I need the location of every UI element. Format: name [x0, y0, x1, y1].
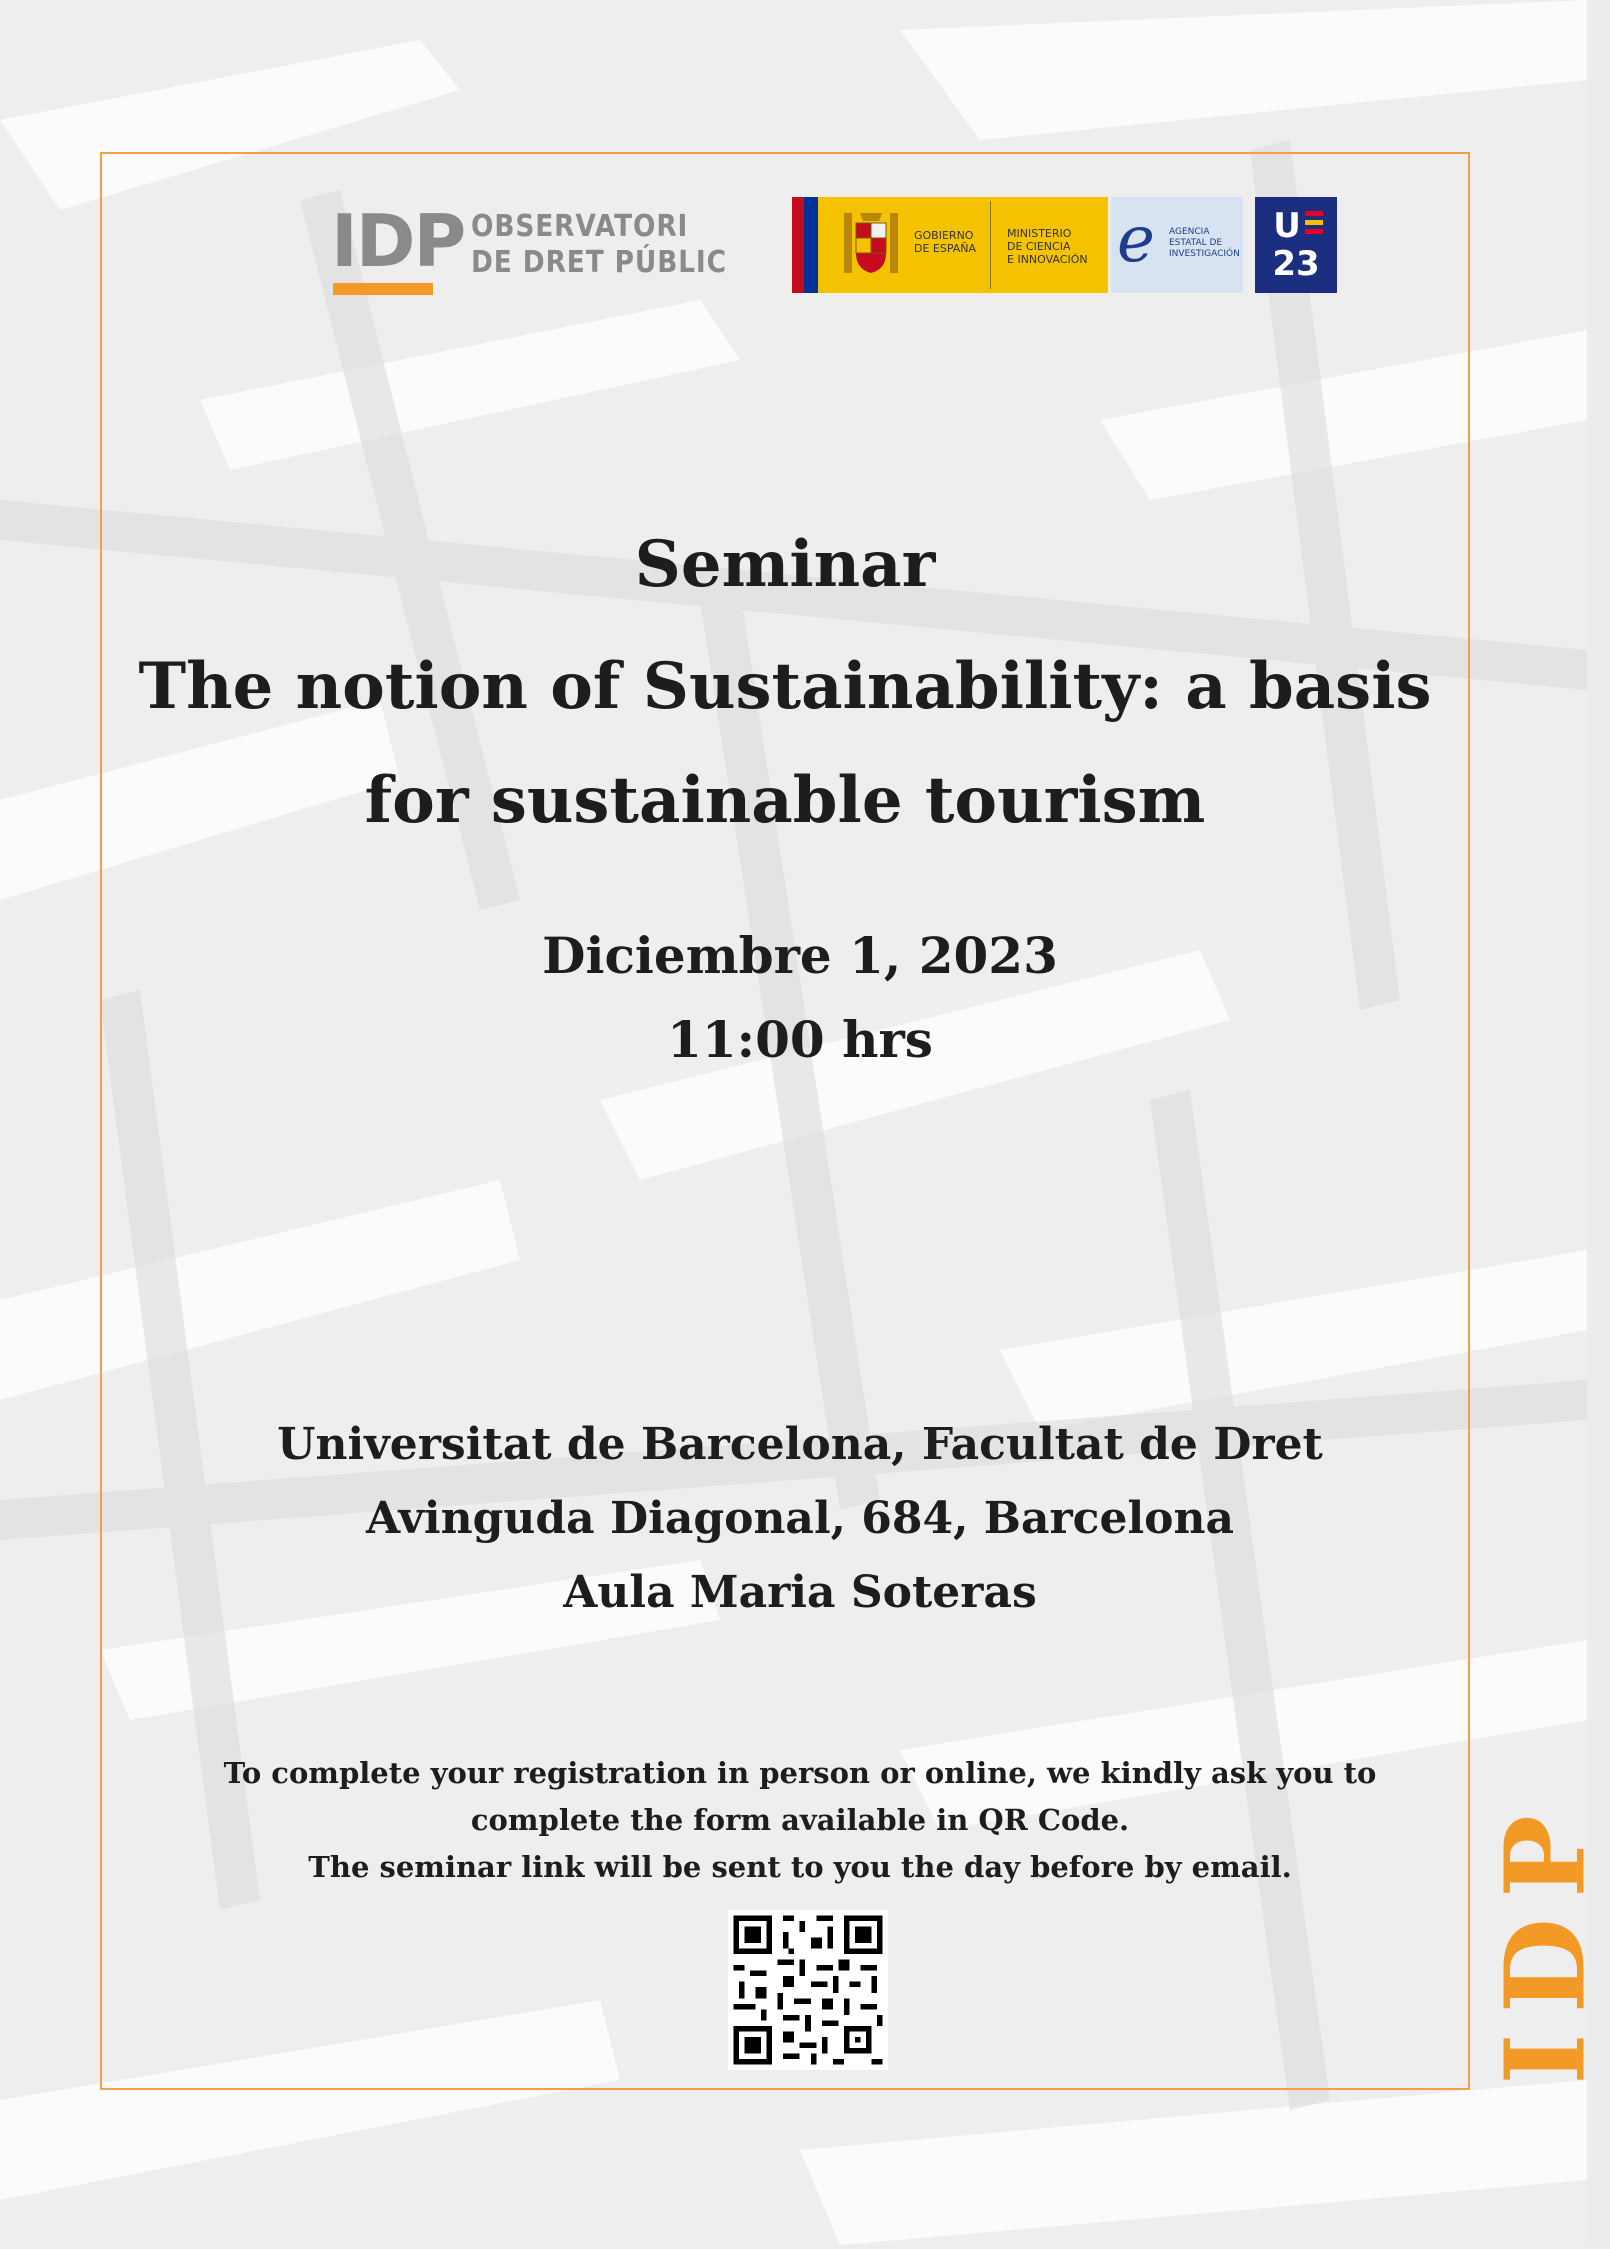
- event-time: 11:00 hrs: [667, 1010, 933, 1069]
- idp-logo-underline: [333, 283, 433, 295]
- ue23-logo-letter: U: [1273, 206, 1301, 246]
- coat-of-arms-icon: [840, 209, 902, 281]
- seminar-kicker: Seminar: [634, 527, 936, 602]
- seminar-title: [100, 630, 1470, 858]
- side-idp-text: IDP: [1480, 1795, 1610, 2085]
- ue23-logo-number: 23: [1272, 244, 1320, 284]
- funding-logos: [792, 197, 1337, 293]
- logo-divider: [990, 201, 991, 289]
- flag-stripe-red: [792, 197, 804, 293]
- eu-flag-stripe: [804, 197, 818, 293]
- registration-line-3: The seminar link will be sent to you the day before by email.: [308, 1850, 1292, 1884]
- title-line-2: for sustainable tourism: [364, 763, 1206, 838]
- idp-subtitle-line1: OBSERVATORI: [471, 209, 689, 244]
- side-idp-watermark: [1480, 1780, 1610, 2100]
- registration-qr-code[interactable]: [728, 1910, 888, 2070]
- venue-line-3: Aula Maria Soteras: [563, 1567, 1037, 1618]
- registration-note: [115, 1750, 1485, 1891]
- venue: [115, 1408, 1485, 1630]
- registration-line-1: To complete your registration in person or online, we kindly ask you to: [223, 1756, 1377, 1790]
- event-date: Diciembre 1, 2023: [542, 926, 1058, 985]
- registration-line-2: complete the form available in QR Code.: [470, 1803, 1130, 1837]
- venue-line-2: Avinguda Diagonal, 684, Barcelona: [365, 1493, 1235, 1544]
- ue23-logo-text: [1255, 207, 1337, 283]
- idp-logo: [331, 199, 727, 301]
- idp-logo-subtitle: [471, 209, 727, 281]
- gobierno-label: GOBIERNO DE ESPAÑA: [914, 229, 977, 255]
- schedule: [115, 914, 1485, 1082]
- idp-logo-letters: IDP: [331, 199, 465, 283]
- idp-subtitle-line2: DE DRET PÚBLIC: [471, 245, 727, 280]
- aei-logo-label: AGENCIA ESTATAL DE INVESTIGACIÓN: [1169, 227, 1240, 259]
- title-line-1: The notion of Sustainability: a basis: [138, 649, 1432, 724]
- ue23-logo-bars: [1305, 211, 1323, 238]
- venue-line-1: Universitat de Barcelona, Facultat de Dret: [277, 1419, 1323, 1470]
- ue23-logo: [1255, 197, 1337, 293]
- qr-code-icon: [728, 1910, 888, 2070]
- aei-logo-letter: e: [1117, 203, 1155, 277]
- ministerio-label: MINISTERIO DE CIENCIA E INNOVACIÓN: [1007, 227, 1088, 266]
- gobierno-ministerio-logo: [792, 197, 1108, 293]
- aei-logo: [1111, 197, 1243, 293]
